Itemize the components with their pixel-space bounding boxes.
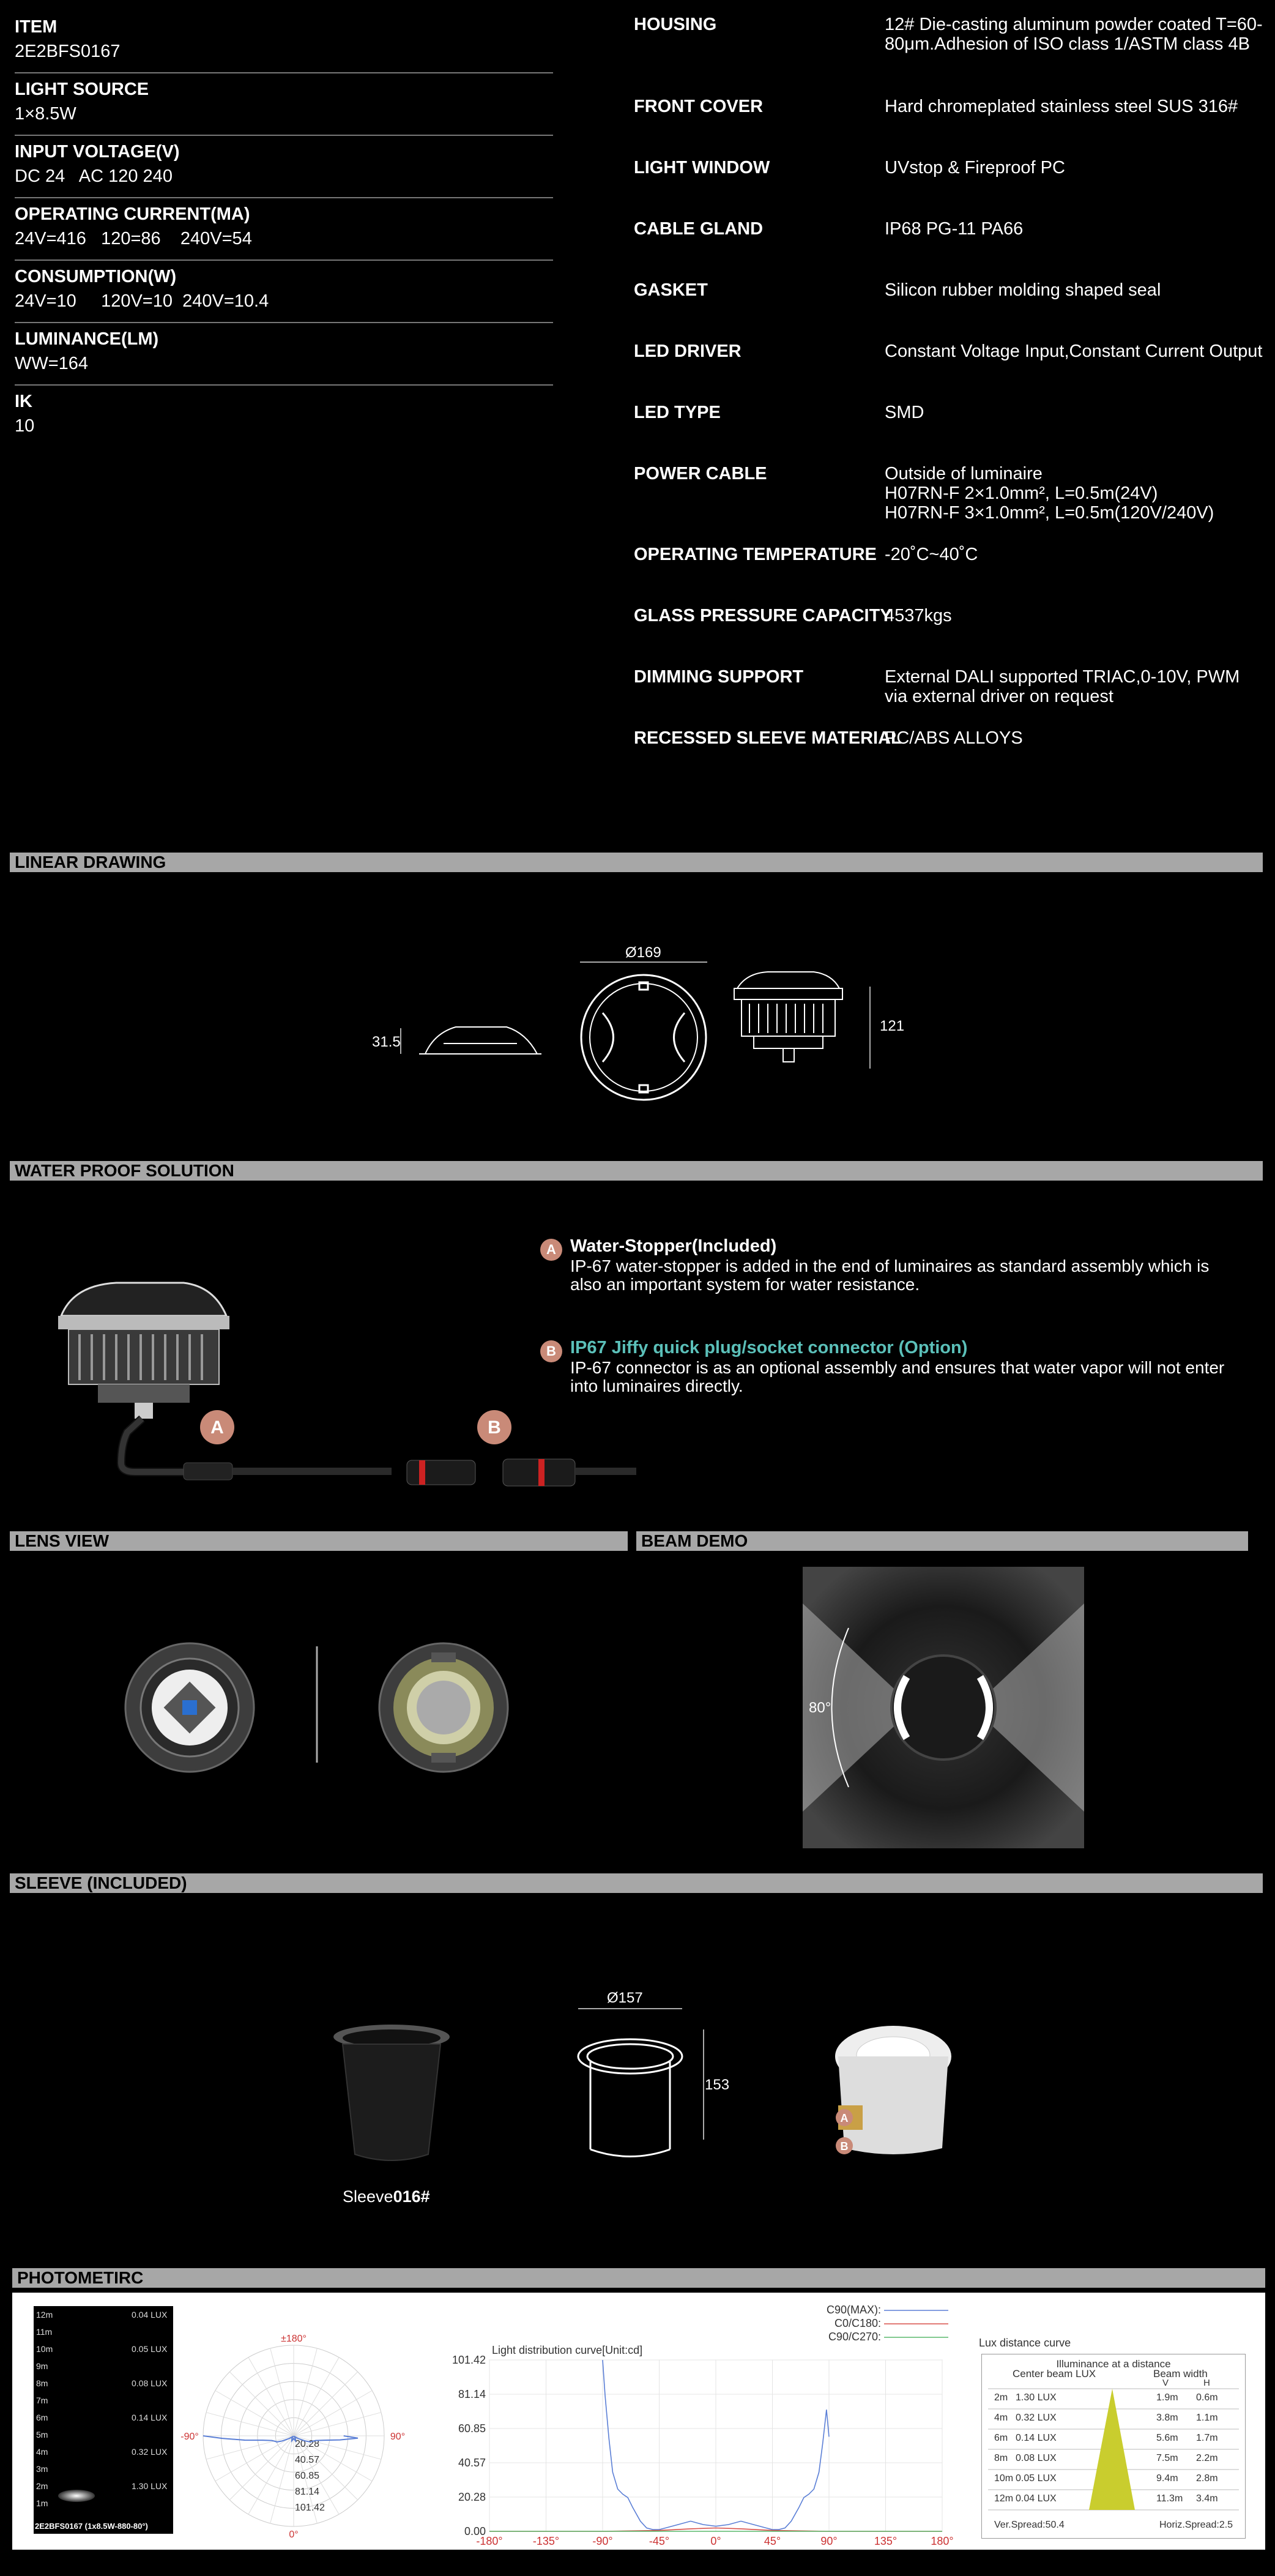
spec-right-label: OPERATING TEMPERATURE — [634, 545, 877, 564]
spec-value: 24V=416 120=86 240V=54 — [15, 229, 252, 248]
sleeve-photo — [330, 2020, 453, 2167]
isolux-light-spot — [58, 2490, 95, 2502]
legend-label: C0/C180: — [834, 2317, 881, 2329]
polar-ring-value: 101.42 — [295, 2503, 325, 2513]
polar-label-top: ±180° — [281, 2334, 307, 2344]
spec-row — [15, 261, 553, 323]
section-beam-demo: BEAM DEMO — [636, 1531, 1248, 1551]
spec-row — [15, 386, 553, 447]
waterproof-illustration — [49, 1249, 636, 1493]
isolux-row-label: 6m — [36, 2413, 48, 2422]
isolux-row-label: 10m — [36, 2344, 53, 2354]
spec-value: WW=164 — [15, 354, 89, 373]
isolux-lux-label: 1.30 LUX — [132, 2481, 168, 2491]
lux-table-cell-v: 3.8m — [1156, 2413, 1178, 2423]
water-stopper-description: IP-67 water-stopper is added in the end of luminaires as standard assembly which is also an important system for water resistance. — [570, 1256, 1210, 1294]
polar-ring-value: 40.57 — [295, 2455, 320, 2465]
luminaire-image — [58, 1283, 229, 1419]
spec-row — [15, 136, 553, 198]
lux-table-cell-lux: 0.04 LUX — [1016, 2493, 1057, 2504]
spec-value: DC 24 AC 120 240 — [15, 166, 173, 186]
connector-title: IP67 Jiffy quick plug/socket connector (Option) — [570, 1338, 968, 1357]
spec-value: 1×8.5W — [15, 104, 76, 124]
badge-a-marker-label: A — [210, 1417, 224, 1438]
spec-right-value: -20˚C~40˚C — [885, 545, 978, 564]
cable-assembly — [121, 1419, 636, 1486]
isolux-row-label: 2m — [36, 2481, 48, 2491]
spec-list-left — [15, 11, 553, 447]
spec-right-value: SMD — [885, 403, 924, 422]
lux-table-col-center: Center beam LUX — [1013, 2368, 1096, 2380]
spec-row — [15, 198, 553, 261]
spec-label: IK — [15, 392, 32, 411]
beam-angle-label: 80° — [809, 1700, 831, 1716]
spec-right-value: Outside of luminaire H07RN-F 2×1.0mm², L=0.5m(24V) H07RN-F 3×1.0mm², L=0.5m(120V/240V) — [885, 464, 1214, 523]
lux-table-cell-v: 9.4m — [1156, 2473, 1178, 2484]
x-tick-label: 180° — [931, 2535, 954, 2547]
section-lens-view: LENS VIEW — [10, 1531, 628, 1551]
lux-distance-table — [981, 2354, 1246, 2539]
x-tick-label: -45° — [649, 2535, 670, 2547]
lux-table-cell-h: 1.1m — [1196, 2413, 1218, 2423]
spec-right-label: RECESSED SLEEVE MATERIAL — [634, 728, 902, 748]
lux-table-cell-d: 12m — [994, 2493, 1014, 2504]
isolux-row-label: 1m — [36, 2498, 48, 2508]
light-distribution-chart — [452, 2301, 954, 2547]
badge-b-marker-label: B — [488, 1417, 501, 1438]
isolux-row-label: 4m — [36, 2447, 48, 2457]
isolux-lux-label: 0.32 LUX — [132, 2447, 168, 2457]
polar-ring-value: 20.28 — [295, 2439, 320, 2449]
front-view-drawing — [734, 972, 870, 1069]
lux-table-cell-h: 2.8m — [1196, 2473, 1218, 2484]
polar-label-bottom: 0° — [289, 2529, 299, 2540]
spec-right-label: LED DRIVER — [634, 342, 742, 361]
x-tick-label: -135° — [532, 2535, 560, 2547]
spec-right-label: LIGHT WINDOW — [634, 158, 770, 177]
section-linear-drawing: LINEAR DRAWING — [10, 853, 1263, 872]
spec-right-value: 4537kgs — [885, 606, 952, 625]
legend-label: C90(MAX): — [826, 2304, 881, 2316]
isolux-lux-label: 0.14 LUX — [132, 2413, 168, 2422]
sleeve-caption-model: 016# — [393, 2187, 430, 2206]
isolux-row-label: 9m — [36, 2361, 48, 2371]
lux-distance-title: Lux distance curve — [979, 2337, 1071, 2349]
polar-label-left: -90° — [180, 2432, 199, 2442]
lux-table-cell-h: 3.4m — [1196, 2493, 1218, 2504]
spec-right-label: HOUSING — [634, 15, 717, 34]
spec-right-value: Constant Voltage Input,Constant Current Output — [885, 342, 1263, 361]
sleeve-drawing — [569, 1989, 777, 2173]
isolux-row-label: 12m — [36, 2310, 53, 2320]
isolux-caption: 2E2BFS0167 (1x8.5W-880-80°) — [35, 2522, 148, 2531]
section-photometric: PHOTOMETIRC — [12, 2268, 1265, 2288]
badge-b: B — [540, 1340, 562, 1362]
spec-label: INPUT VOLTAGE(V) — [15, 142, 180, 162]
lens-view-bottom — [379, 1643, 508, 1772]
lux-table-col-v: V — [1162, 2378, 1169, 2388]
lux-table-cell-lux: 0.05 LUX — [1016, 2473, 1057, 2484]
isolux-row-label: 11m — [36, 2327, 53, 2337]
lux-table-col-h: H — [1203, 2378, 1210, 2388]
polar-series-c90 — [203, 2436, 358, 2442]
spec-value: 10 — [15, 416, 35, 436]
lux-table-cell-v: 7.5m — [1156, 2453, 1178, 2463]
spec-value: 24V=10 120V=10 240V=10.4 — [15, 291, 269, 311]
sleeve-diameter-label: Ø157 — [607, 1990, 643, 2006]
section-sleeve: SLEEVE (INCLUDED) — [10, 1873, 1263, 1893]
connector-description: IP-67 connector is as an optional assembly and ensures that water vapor will not enter into luminaires directly. — [570, 1358, 1225, 1395]
spec-value: 2E2BFS0167 — [15, 42, 121, 61]
lens-view-top — [125, 1643, 254, 1772]
lux-table-heading: Illuminance at a distance — [1056, 2358, 1171, 2370]
beam-demo-image — [803, 1567, 1084, 1848]
spec-row — [15, 73, 553, 136]
lux-table-cell-d: 6m — [994, 2433, 1008, 2443]
lux-table-cell-v: 1.9m — [1156, 2392, 1178, 2403]
isolux-lux-label: 0.08 LUX — [132, 2378, 168, 2388]
spec-right-label: FRONT COVER — [634, 97, 764, 116]
spec-right-value: Hard chromeplated stainless steel SUS 316# — [885, 97, 1238, 116]
y-tick-label: 20.28 — [458, 2491, 486, 2503]
badge-a: A — [540, 1239, 562, 1261]
isolux-row-label: 7m — [36, 2395, 48, 2405]
x-tick-label: -180° — [476, 2535, 503, 2547]
spec-label: OPERATING CURRENT(MA) — [15, 204, 250, 224]
lux-table-cell-v: 5.6m — [1156, 2433, 1178, 2443]
side-height-label: 31.5 — [372, 1034, 401, 1050]
lux-table-cell-h: 1.7m — [1196, 2433, 1218, 2443]
x-tick-label: 0° — [710, 2535, 721, 2547]
sleeve-height-label: 153 — [705, 2077, 730, 2093]
spec-right-label: LED TYPE — [634, 403, 721, 422]
isolux-lux-label: 0.05 LUX — [132, 2344, 168, 2354]
lux-cone-graphic — [982, 2354, 1245, 2538]
x-tick-label: 135° — [874, 2535, 898, 2547]
height-label: 121 — [880, 1018, 905, 1034]
sleeve-installed-photo — [820, 2020, 954, 2167]
ver-spread: Ver.Spread:50.4 — [994, 2520, 1065, 2530]
y-tick-label: 81.14 — [458, 2388, 486, 2400]
spec-row — [15, 323, 553, 386]
x-tick-label: -90° — [592, 2535, 613, 2547]
lux-table-cell-lux: 0.32 LUX — [1016, 2413, 1057, 2423]
y-tick-label: 60.85 — [458, 2422, 486, 2435]
spec-right-value: UVstop & Fireproof PC — [885, 158, 1065, 177]
x-tick-label: 45° — [764, 2535, 781, 2547]
sleeve-caption-prefix: Sleeve — [343, 2187, 393, 2206]
sleeve-badge-b: B — [840, 2140, 849, 2152]
lux-table-cell-d: 2m — [994, 2392, 1008, 2403]
spec-right-label: DIMMING SUPPORT — [634, 667, 804, 687]
legend-label: C90/C270: — [828, 2331, 881, 2343]
water-stopper-title: Water-Stopper(Included) — [570, 1236, 777, 1256]
diameter-label: Ø169 — [625, 944, 661, 961]
linear-drawing — [343, 930, 930, 1114]
polar-label-right: 90° — [390, 2432, 406, 2442]
lux-table-cell-lux: 0.14 LUX — [1016, 2433, 1057, 2443]
spec-right-value: Silicon rubber molding shaped seal — [885, 280, 1161, 300]
chart-title: Light distribution curve[Unit:cd] — [492, 2344, 643, 2356]
spec-right-label: GLASS PRESSURE CAPACITY — [634, 606, 892, 625]
spec-label: LIGHT SOURCE — [15, 80, 149, 99]
polar-diagram — [180, 2326, 416, 2546]
spec-right-label: POWER CABLE — [634, 464, 767, 483]
lux-table-cell-v: 11.3m — [1156, 2493, 1183, 2504]
lux-table-cell-d: 4m — [994, 2413, 1008, 2423]
isolux-row-label: 5m — [36, 2430, 48, 2440]
spec-label: LUMINANCE(LM) — [15, 329, 159, 349]
lux-table-cell-lux: 1.30 LUX — [1016, 2392, 1057, 2403]
lux-table-cell-lux: 0.08 LUX — [1016, 2453, 1057, 2463]
isolux-lux-label: 0.04 LUX — [132, 2310, 168, 2320]
isolux-row-label: 8m — [36, 2378, 48, 2388]
lux-table-col-beam: Beam width — [1153, 2368, 1208, 2380]
lux-table-cell-d: 8m — [994, 2453, 1008, 2463]
top-view-drawing — [580, 962, 707, 1100]
spec-right-value: External DALI supported TRIAC,0-10V, PWM via external driver on request — [885, 667, 1240, 706]
x-tick-label: 90° — [820, 2535, 838, 2547]
sleeve-badge-a: A — [840, 2112, 849, 2124]
lux-table-cell-d: 10m — [994, 2473, 1014, 2484]
sleeve-caption — [343, 2187, 430, 2206]
isolux-diagram — [34, 2306, 173, 2534]
lux-table-cell-h: 2.2m — [1196, 2453, 1218, 2463]
side-profile-drawing — [401, 1027, 541, 1054]
lens-view-images — [122, 1640, 526, 1787]
spec-right-value: PC/ABS ALLOYS — [885, 728, 1023, 748]
section-water-proof: WATER PROOF SOLUTION — [10, 1161, 1263, 1181]
y-tick-label: 101.42 — [452, 2354, 486, 2366]
y-tick-label: 40.57 — [458, 2457, 486, 2469]
polar-ring-value: 81.14 — [295, 2487, 320, 2497]
spec-right-label: GASKET — [634, 280, 708, 300]
polar-ring-value: 60.85 — [295, 2471, 320, 2481]
spec-right-value: 12# Die-casting aluminum powder coated T=60-80μm.Adhesion of ISO class 1/ASTM class 4B — [885, 15, 1263, 54]
lux-table-cell-h: 0.6m — [1196, 2392, 1218, 2403]
spec-label: ITEM — [15, 17, 58, 37]
spec-right-value: IP68 PG-11 PA66 — [885, 219, 1024, 239]
spec-right-label: CABLE GLAND — [634, 219, 764, 239]
y-tick-label: 0.00 — [464, 2525, 486, 2537]
spec-label: CONSUMPTION(W) — [15, 267, 177, 286]
isolux-row-label: 3m — [36, 2464, 48, 2474]
hor-spread: Horiz.Spread:2.5 — [1159, 2520, 1233, 2530]
spec-row — [15, 11, 553, 73]
